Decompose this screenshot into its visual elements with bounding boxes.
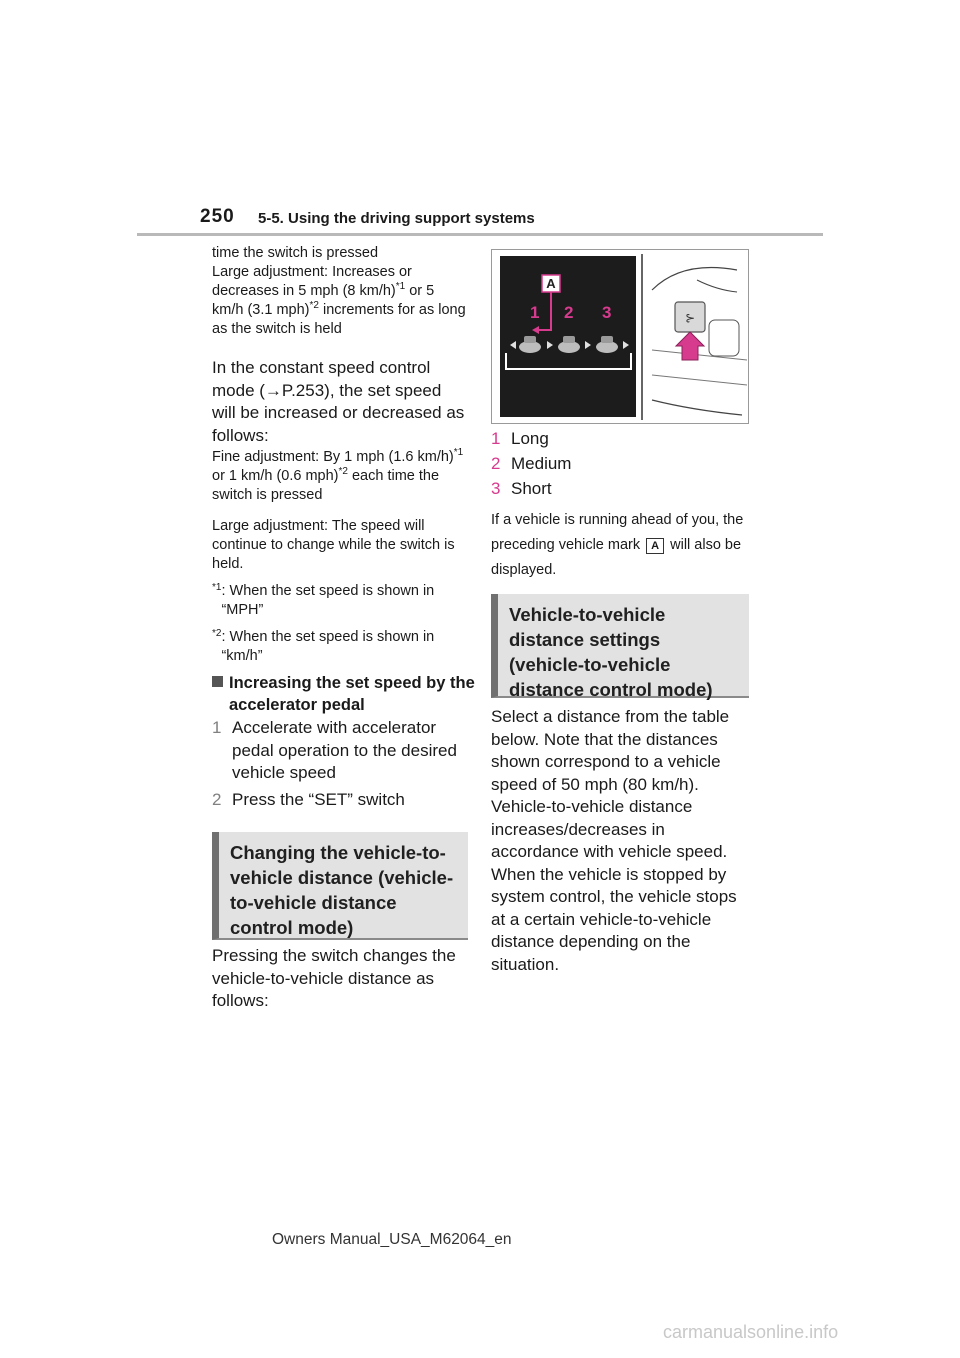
figure-number-3: 3 (602, 303, 612, 322)
header-divider (137, 233, 823, 236)
paragraph-large-continuous: Large adjustment: The speed will continue to change while the switch is held. (212, 518, 455, 572)
square-bullet-icon (212, 676, 223, 687)
page-number: 250 (200, 206, 235, 227)
press-arrow-icon (676, 332, 704, 360)
figure-illustration (492, 250, 748, 423)
paragraph-constant-speed: In the constant speed control mode (→P.253), the set speed will be increased or decreased as follows: (212, 358, 465, 445)
step-1: 1 Accelerate with accelerator pedal operation to the desired vehicle speed (212, 718, 457, 782)
watermark: carmanualsonline.info (663, 1322, 839, 1342)
footer-manual-id: Owners Manual_USA_M62064_en (272, 1231, 512, 1248)
paragraph-preceding-vehicle: If a vehicle is running ahead of you, the preceding vehicle mark A will also be displayed. (491, 512, 744, 578)
list-item-3: 3 Short (491, 479, 552, 498)
label-a: A (546, 276, 556, 291)
figure-number-1: 1 (530, 303, 540, 322)
arrow-ref-icon: → (264, 380, 282, 400)
car-icons (519, 336, 618, 353)
paragraph-large-adjustment: Large adjustment: Increases or decreases in 5 mph (8 km/h)$^{*1}$ or 5 km/h (3.1 mph)$^{*2}$ increments for as long as the switch is held (212, 264, 466, 337)
paragraph-switch-pressed: time the switch is pressed (212, 245, 379, 261)
list-item-2: 2 Medium (491, 454, 572, 473)
footnote-2: *2 : When the set speed is shown in “km/h” (212, 628, 435, 664)
heading-distance-settings: Vehicle-to-vehicle distance settings (vehicle-to-vehicle distance control mode) (491, 594, 749, 698)
paragraph-fine-adjustment: Fine adjustment: By 1 mph (1.6 km/h)$^{*1}$ or 1 km/h (0.6 mph)$^{*2}$ each time the switch is pressed (212, 447, 464, 503)
paragraph-select-distance: Select a distance from the table below. Note that the distances shown correspond to a vehicle speed of 50 mph (80 km/h). Vehicle-to-vehicle distance increases/decreases in accordance with vehicle speed. When the vehicle is stopped by system control, the vehicle stops at a certain vehicle-to-vehicle distance depending on the situation. (491, 707, 737, 974)
page-reference-link[interactable]: P.253), the set speed will be increased or decreased as follows: (212, 380, 465, 445)
heading-change-distance: Changing the vehicle-to-vehicle distance (vehicle-to-vehicle distance control mode) (212, 832, 468, 940)
preceding-vehicle-mark-badge: A (646, 538, 664, 554)
subheading-accelerator: Increasing the set speed by the accelerator pedal (212, 672, 485, 716)
section-title: 5-5. Using the driving support systems (258, 210, 535, 227)
distance-switch-icon: ⊱ (684, 311, 696, 325)
list-item-1: 1 Long (491, 429, 549, 448)
figure-number-2: 2 (564, 303, 574, 322)
distance-display-figure (491, 249, 749, 424)
footnote-1: *1 : When the set speed is shown in “MPH” (212, 582, 435, 618)
step-2: 2 Press the “SET” switch (212, 790, 405, 809)
paragraph-pressing-switch: Pressing the switch changes the vehicle-to-vehicle distance as follows: (212, 946, 456, 1010)
